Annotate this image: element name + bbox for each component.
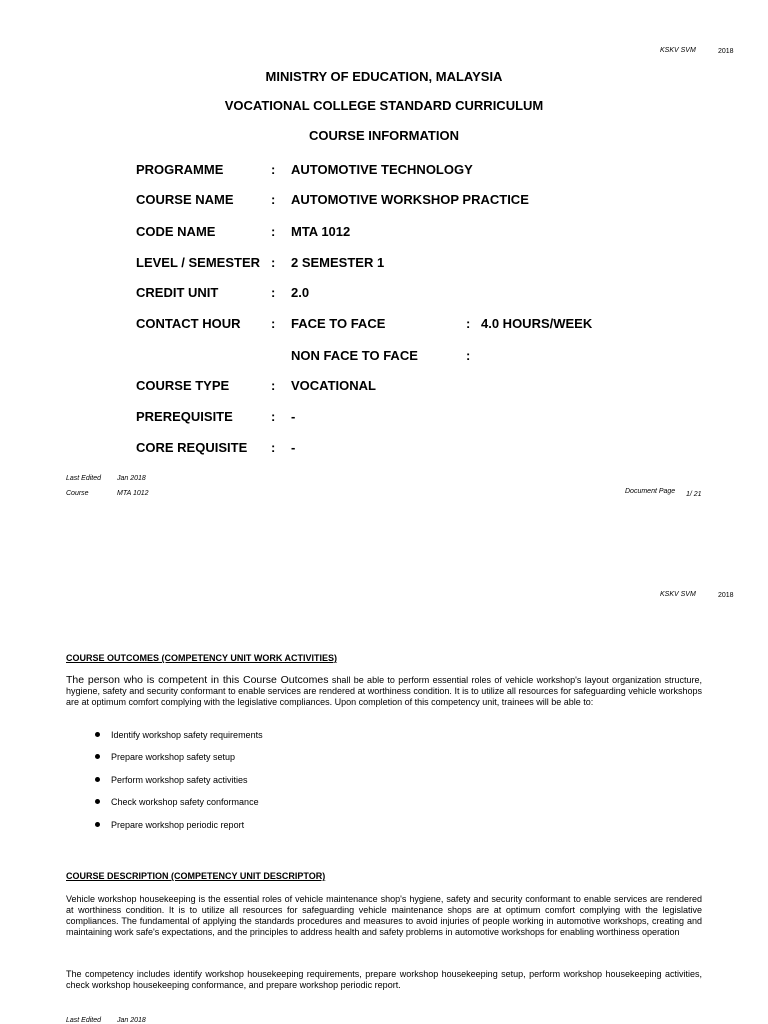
face-to-face-colon: : (466, 316, 471, 331)
title-course-information: COURSE INFORMATION (309, 128, 459, 143)
face-to-face-label: FACE TO FACE (291, 316, 386, 331)
course-name-label: COURSE NAME (136, 192, 234, 207)
list-item: Check workshop safety conformance (111, 797, 259, 807)
header-org: KSKV SVM (660, 47, 696, 54)
level-semester-colon: : (271, 255, 276, 270)
header-org-2: KSKV SVM (660, 591, 696, 598)
list-item: Perform workshop safety activities (111, 775, 248, 785)
face-to-face-value: 4.0 HOURS/WEEK (481, 316, 593, 331)
prerequisite-label: PREREQUISITE (136, 409, 233, 424)
bullet-icon (95, 754, 100, 759)
header-year-2: 2018 (718, 592, 734, 599)
level-semester-value: 2 SEMESTER 1 (291, 255, 385, 270)
programme-value: AUTOMOTIVE TECHNOLOGY (291, 162, 473, 177)
core-requisite-label: CORE REQUISITE (136, 440, 248, 455)
document-page-label: Document Page (625, 488, 676, 495)
intro-rest: shall be able to perform essential roles of vehicle workshop's layout organization structure, hygiene, safety and security conformant to enable services are rendered at worthiness condition. It is to utilize all resources for safeguarding vehicle workshops are at optimum comfort complying with the legislative compliances. Upon completion of this competency unit, trainees will be able to: (66, 675, 702, 707)
non-face-to-face-label: NON FACE TO FACE (291, 348, 418, 363)
header-year: 2018 (718, 48, 734, 55)
credit-unit-label: CREDIT UNIT (136, 285, 219, 300)
bullet-icon (95, 822, 100, 827)
list-item: Prepare workshop safety setup (111, 752, 235, 762)
intro-lead: The person who is competent in this Course Outcomes (66, 674, 329, 686)
code-name-label: CODE NAME (136, 224, 216, 239)
page-number: 1/ 21 (686, 491, 702, 498)
course-outcomes-heading: COURSE OUTCOMES (COMPETENCY UNIT WORK ACTIVITIES) (66, 653, 338, 663)
code-name-colon: : (271, 224, 276, 239)
core-requisite-value: - (291, 440, 296, 455)
prerequisite-colon: : (271, 409, 276, 424)
contact-hour-label: CONTACT HOUR (136, 316, 241, 331)
code-name-value: MTA 1012 (291, 224, 351, 239)
course-description-para-2: The competency includes identify workshop housekeeping requirements, prepare workshop housekeeping setup, perform workshop housekeeping activities, check workshop housekeeping conformance, and prepare workshop periodic report. (66, 969, 702, 990)
course-name-colon: : (271, 192, 276, 207)
level-semester-label: LEVEL / SEMESTER (136, 255, 261, 270)
last-edited-label-2: Last Edited (66, 1017, 102, 1024)
programme-colon: : (271, 162, 276, 177)
credit-unit-colon: : (271, 285, 276, 300)
course-description-para-1: Vehicle workshop housekeeping is the essential roles of vehicle maintenance shop's hygiene, safety and security conformant to enable services are rendered at worthiness condition. It is to utilize all resources for safeguarding vehicle maintenance shops are at optimum comfort complying with the legislative compliances. The fundamental of applying the standards procedures and measures to avoid injuries of people working in automotive workshops, creating and maintaining work safe's expectations, and the principles to address health and safety problems in automotive workshops for enabling worthiness operation (66, 894, 702, 937)
programme-label: PROGRAMME (136, 162, 224, 177)
last-edited-label: Last Edited (66, 475, 102, 482)
course-type-colon: : (271, 378, 276, 393)
title-curriculum: VOCATIONAL COLLEGE STANDARD CURRICULUM (224, 98, 544, 113)
course-code-value: MTA 1012 (117, 490, 149, 497)
credit-unit-value: 2.0 (291, 285, 310, 300)
contact-hour-colon: : (271, 316, 276, 331)
course-name-value: AUTOMOTIVE WORKSHOP PRACTICE (291, 192, 529, 207)
bullet-icon (95, 732, 100, 737)
last-edited-value: Jan 2018 (117, 475, 146, 482)
bullet-icon (95, 777, 100, 782)
course-outcomes-intro (66, 675, 702, 708)
last-edited-value-2: Jan 2018 (117, 1017, 146, 1024)
course-type-label: COURSE TYPE (136, 378, 230, 393)
core-requisite-colon: : (271, 440, 276, 455)
course-type-value: VOCATIONAL (291, 378, 376, 393)
course-description-heading: COURSE DESCRIPTION (COMPETENCY UNIT DESCRIPTOR) (66, 871, 326, 881)
course-code-label: Course (66, 490, 89, 497)
list-item: Identify workshop safety requirements (111, 730, 263, 740)
title-ministry: MINISTRY OF EDUCATION, MALAYSIA (265, 69, 503, 84)
bullet-icon (95, 799, 100, 804)
prerequisite-value: - (291, 409, 296, 424)
list-item: Prepare workshop periodic report (111, 820, 244, 830)
non-face-to-face-colon: : (466, 348, 471, 363)
